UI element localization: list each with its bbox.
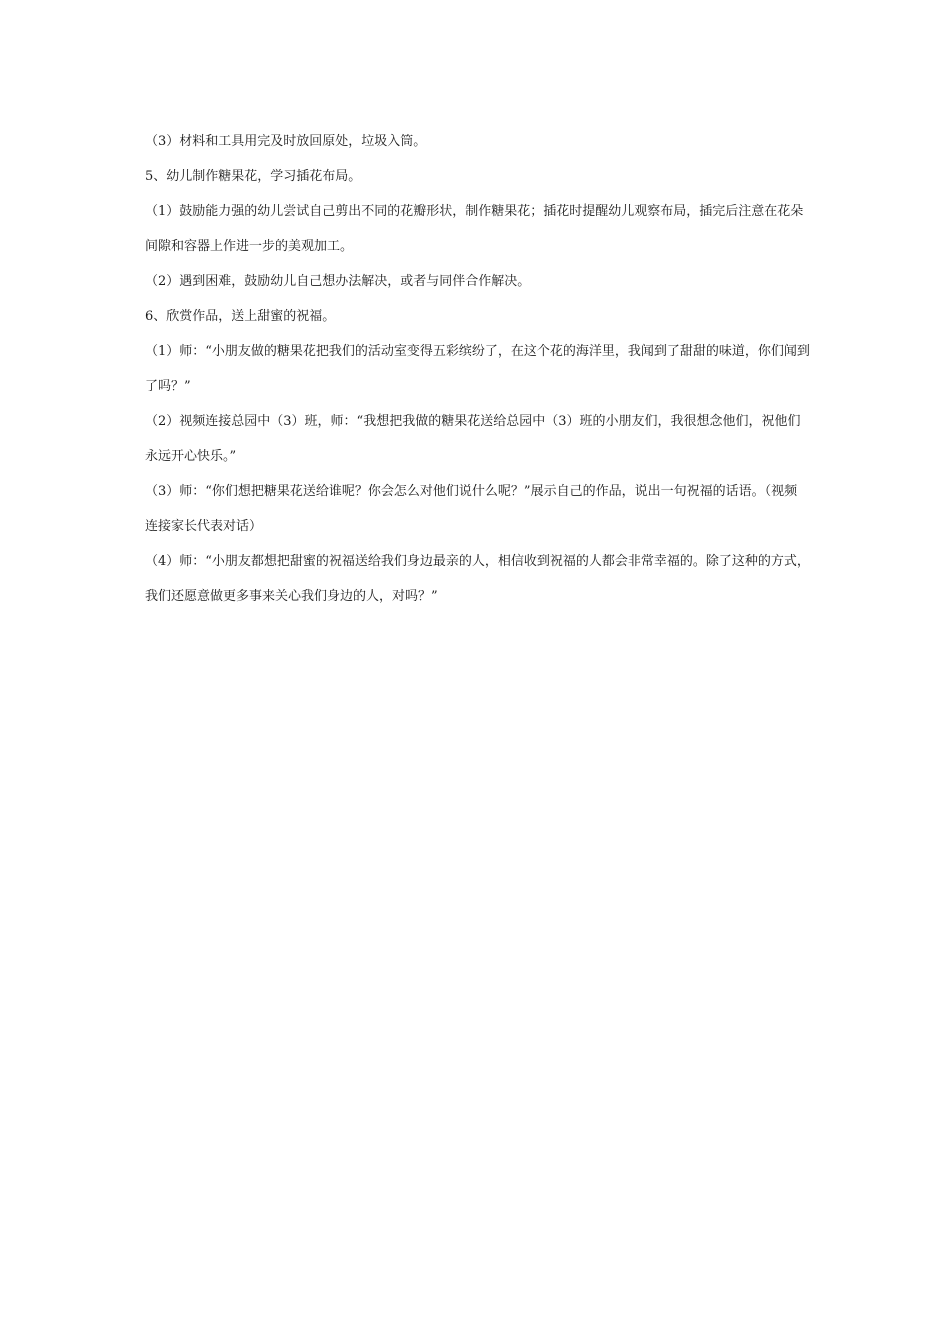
paragraph-materials-return: （3）材料和工具用完及时放回原处，垃圾入筒。 <box>145 134 427 149</box>
paragraph-step-6-3: （3）师：“你们想把糖果花送给谁呢？你会怎么对他们说什么呢？”展示自己的作品，说出一句祝福的话语。（视频连接家长代表对话） <box>145 484 798 534</box>
paragraph-step-6-4: （4）师：“小朋友都想把甜蜜的祝福送给我们身边最亲的人，相信收到祝福的人都会非常幸福的。除了这种的方式，我们还愿意做更多事来关心我们身边的人，对吗？” <box>145 554 810 604</box>
paragraph-step-6-2: （2）视频连接总园中（3）班，师：“我想把我做的糖果花送给总园中（3）班的小朋友们，我很想念他们，祝他们永远开心快乐。” <box>145 414 801 464</box>
heading-step-6: 6、欣赏作品，送上甜蜜的祝福。 <box>145 309 336 324</box>
paragraph-step-6-1: （1）师：“小朋友做的糖果花把我们的活动室变得五彩缤纷了，在这个花的海洋里，我闻到了甜甜的味道，你们闻到了吗？” <box>145 344 810 394</box>
heading-step-5: 5、幼儿制作糖果花，学习插花布局。 <box>145 169 362 184</box>
document-page <box>145 124 810 614</box>
paragraph-step-5-2: （2）遇到困难，鼓励幼儿自己想办法解决，或者与同伴合作解决。 <box>145 274 531 289</box>
paragraph-step-5-1: （1）鼓励能力强的幼儿尝试自己剪出不同的花瓣形状，制作糖果花；插花时提醒幼儿观察布局，插完后注意在花朵间隙和容器上作进一步的美观加工。 <box>145 204 804 254</box>
